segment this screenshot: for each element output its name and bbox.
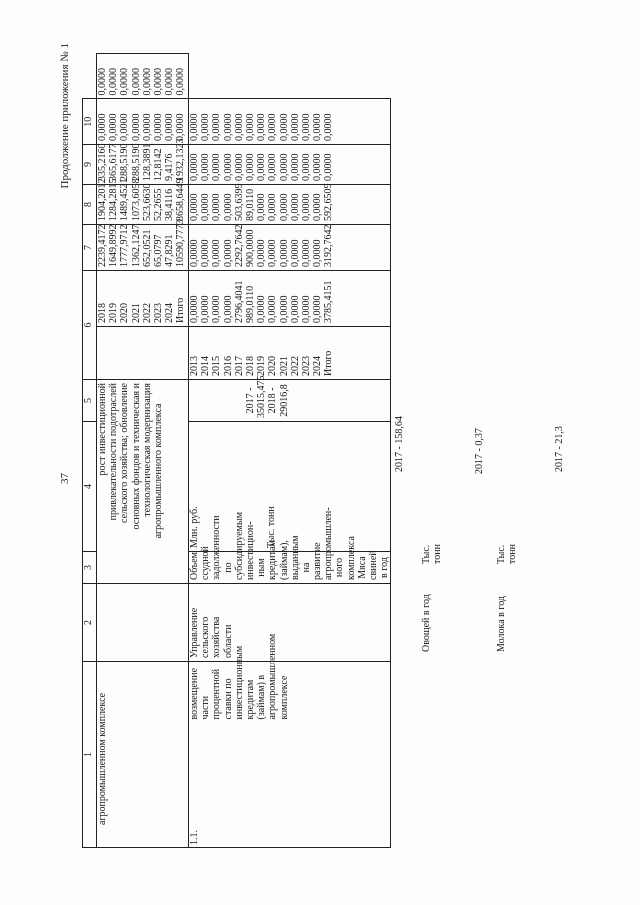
value-cell: 0,0000 [278, 153, 290, 181]
year-cell: 2021 [130, 303, 142, 323]
year-cell: 2020 [267, 356, 279, 376]
value-cell: 0,0000 [278, 113, 290, 141]
value-cell: 0,0000 [256, 193, 268, 221]
value-cell: 0,0000 [97, 68, 108, 96]
value-cell: 0,0000 [278, 193, 290, 221]
value-cell: 0,0000 [200, 193, 212, 221]
value-cell: 0,0000 [256, 295, 268, 323]
value-cell: 52,2655 [152, 188, 164, 221]
value-column-9 [97, 99, 189, 145]
value-cell: 0,0000 [211, 113, 223, 141]
year-cell: 2020 [119, 303, 131, 323]
value-cell: 0,0000 [323, 153, 335, 181]
year-cell: 2022 [289, 356, 301, 376]
value-cell: 0,0000 [300, 295, 312, 323]
target-values [189, 375, 391, 422]
year-cell: 2023 [152, 303, 164, 323]
column-number: 8 [83, 185, 97, 225]
continuation-label: Продолжение приложения № 1 [59, 43, 71, 189]
year-cell: 2016 [222, 356, 234, 376]
unit-text: Млн. руб. [189, 506, 200, 548]
year-cell: 2019 [256, 356, 268, 376]
value-cell: 0,0000 [300, 239, 312, 267]
value-cell: 0,0000 [256, 113, 268, 141]
year-cell: 2018 [97, 303, 108, 323]
value-cell: 0,0000 [211, 239, 223, 267]
value-cell: 0,0000 [200, 239, 212, 267]
value-cell: 0,0000 [256, 153, 268, 181]
value-cell: 288,5190 [130, 143, 142, 181]
value-cell: 0,0000 [189, 193, 200, 221]
program-table [82, 53, 391, 848]
value-cell: 0,0000 [300, 193, 312, 221]
value-cell: 0,0000 [312, 295, 324, 323]
value-cell: 0,0000 [164, 113, 176, 141]
column-number: 1 [83, 662, 97, 848]
value-cell: 0,0000 [119, 113, 131, 141]
value-cell: 0,0000 [278, 295, 290, 323]
value-cell: 0,0000 [267, 113, 279, 141]
page-number: 37 [59, 473, 71, 484]
value-cell: 0,0000 [233, 113, 245, 141]
extra-indicator-milk: Молока в год [496, 595, 507, 652]
value-cell: 0,0000 [108, 113, 120, 141]
value-cell: 0,0000 [189, 153, 200, 181]
row-number [189, 720, 391, 848]
column-number: 4 [83, 422, 97, 552]
column-number: 2 [83, 584, 97, 662]
value-cell: 0,0000 [189, 113, 200, 141]
year-cell: 2024 [312, 356, 324, 376]
value-cell: 0,0000 [141, 113, 153, 141]
value-cell: 1932,1323 [175, 138, 187, 181]
value-cell: 0,0000 [289, 295, 301, 323]
value-cell: 3785,4151 [323, 280, 335, 323]
value-cell: 0,0000 [312, 193, 324, 221]
value-cell: 0,0000 [244, 153, 256, 181]
extra-indicator: Мяса свиней в год [356, 550, 391, 580]
year-cell: 2021 [278, 356, 290, 376]
value-cell: 0,0000 [175, 68, 187, 96]
value-cell: 0,0000 [164, 68, 176, 96]
extra-target-meat: 2017 - 158,64 [394, 416, 405, 472]
value-cell: 0,0000 [152, 68, 164, 96]
target-text: 2017 - 35015,475 2018 - 29016,8 [245, 375, 290, 418]
row-1-1 [189, 54, 391, 848]
value-cell: 0,0000 [189, 295, 200, 323]
extra-target-milk: 2017 - 21,3 [554, 426, 565, 472]
value-cell: 47,8291 [164, 234, 176, 267]
value-cell: 2796,4041 [233, 280, 245, 323]
value-column-6 [97, 219, 189, 271]
value-column-10 [97, 54, 189, 100]
year-cell: 2017 [233, 356, 245, 376]
executor: Управление сельского хозяйства области [189, 584, 391, 662]
column-number-row [83, 54, 97, 848]
year-column [189, 327, 391, 380]
value-cell: 0,0000 [222, 295, 234, 323]
value-cell: 0,0000 [244, 113, 256, 141]
value-cell: 0,0000 [323, 113, 335, 141]
value-cell: 0,0000 [130, 113, 142, 141]
value-cell: 38,4116 [164, 188, 176, 221]
continued-result: рост инвестиционной привлекательности подотраслей сельского хозяйства; обновление основных фондов и техническая и технологическая модернизация агропромышленного комплекса [97, 380, 189, 584]
value-cell: 0,0000 [119, 68, 131, 96]
value-cell: 0,0000 [312, 239, 324, 267]
value-cell: 989,0110 [244, 285, 256, 323]
value-cell: 0,0000 [211, 153, 223, 181]
extra-unit-milk: Тыс. тонн [496, 544, 519, 564]
value-cell: 128,3891 [141, 143, 153, 181]
value-cell: 2239,4172 [97, 224, 108, 267]
year-cell: 2013 [189, 356, 200, 376]
value-cell: 365,6177 [108, 143, 120, 181]
column-number: 9 [83, 145, 97, 185]
value-cell: 0,0000 [200, 295, 212, 323]
value-cell: 0,0000 [222, 193, 234, 221]
continued-row [97, 54, 189, 848]
value-cell: 0,0000 [130, 68, 142, 96]
value-cell: 65,0797 [152, 234, 164, 267]
measure-name: возмещение части процентной ставки по инвестиционным кредитам (займам) в агропромышленном комплексе [189, 662, 391, 720]
value-cell: 0,0000 [300, 153, 312, 181]
value-cell: 0,0000 [300, 113, 312, 141]
value-cell: 0,0000 [222, 113, 234, 141]
value-cell: 288,5190 [119, 143, 131, 181]
value-cell: 1777,9712 [119, 224, 131, 267]
value-cell: 335,2160 [97, 143, 108, 181]
value-cell: 0,0000 [152, 113, 164, 141]
value-cell: 0,0000 [175, 113, 187, 141]
value-cell: 3192,7642 [323, 224, 335, 267]
value-cell: 0,0000 [211, 193, 223, 221]
value-cell: 0,0000 [189, 239, 200, 267]
column-number: 3 [83, 552, 97, 584]
value-column-7 [189, 225, 391, 271]
column-number: 10 [83, 99, 97, 145]
value-cell: 1362,1247 [130, 224, 142, 267]
value-cell: 12,8142 [152, 148, 164, 181]
value-cell: 0,0000 [312, 113, 324, 141]
value-cell: 0,0000 [233, 153, 245, 181]
value-cell: 0,0000 [312, 153, 324, 181]
indicator-text: Объем ссудной задолженности по субсидируемым инвестицион-ным кредитам (займам), выданным на развитие агропромышлен-ного комплекса [189, 507, 357, 580]
year-cell: 2019 [108, 303, 120, 323]
value-column-8 [189, 185, 391, 225]
row-number-text: 1.1. [189, 830, 200, 845]
value-cell: 0,0000 [200, 153, 212, 181]
value-cell: 0,0000 [200, 113, 212, 141]
continued-name: агропромышленном комплексе [97, 662, 189, 848]
year-cell: 2024 [164, 303, 176, 323]
value-cell: 0,0000 [289, 239, 301, 267]
value-cell: 0,0000 [97, 113, 108, 141]
column-number: 6 [83, 271, 97, 380]
value-cell: 0,0000 [278, 239, 290, 267]
year-cell: Итого [175, 297, 187, 323]
value-cell: 0,0000 [222, 239, 234, 267]
rotated-sheet [56, 37, 601, 852]
value-cell: 0,0000 [267, 239, 279, 267]
value-cell: 1284,2815 [108, 178, 120, 221]
year-cell: 2022 [141, 303, 153, 323]
value-cell: 900,0000 [244, 229, 256, 267]
extra-target-vegetables: 2017 - 0,37 [474, 428, 485, 474]
year-cell: 2018 [244, 356, 256, 376]
value-cell: 0,0000 [267, 193, 279, 221]
value-cell: 523,6630 [141, 183, 153, 221]
value-cell: 89,0110 [244, 188, 256, 221]
value-column-9 [189, 145, 391, 185]
column-number: 7 [83, 225, 97, 271]
value-cell: 0,0000 [267, 153, 279, 181]
value-cell: 0,0000 [267, 295, 279, 323]
value-cell: 652,0521 [141, 229, 153, 267]
value-cell: 0,0000 [108, 68, 120, 96]
column-number: 5 [83, 380, 97, 422]
value-cell: 1489,4521 [119, 178, 131, 221]
extra-indicator-vegetables: Овощей в год [421, 594, 432, 652]
value-column-10 [189, 99, 391, 145]
value-cell: 2292,7642 [233, 224, 245, 267]
value-cell: 10590,7773 [175, 219, 187, 267]
value-cell: 0,0000 [289, 193, 301, 221]
year-column [97, 271, 189, 327]
extra-unit-vegetables: Тыс. тонн [421, 544, 444, 564]
value-cell: 0,0000 [289, 113, 301, 141]
year-cell: 2015 [211, 356, 223, 376]
value-column-7 [97, 178, 189, 225]
value-cell: 8658,6449 [175, 178, 187, 221]
value-cell: 0,0000 [289, 153, 301, 181]
value-cell: 0,0000 [256, 239, 268, 267]
value-column-8 [97, 138, 189, 185]
extra-unit: Тыс. тонн [266, 506, 278, 548]
value-cell: 503,6399 [233, 183, 245, 221]
value-cell: 592,6509 [323, 183, 335, 221]
value-cell: 9,4176 [164, 153, 176, 181]
value-cell: 1073,6058 [130, 178, 142, 221]
year-cell: 2023 [300, 356, 312, 376]
value-cell: 0,0000 [222, 153, 234, 181]
year-cell: Итого [323, 350, 335, 376]
value-column-6 [189, 271, 391, 327]
value-cell: 0,0000 [211, 295, 223, 323]
value-cell: 1649,8992 [108, 224, 120, 267]
year-cell: 2014 [200, 356, 212, 376]
value-cell: 0,0000 [141, 68, 153, 96]
value-cell: 1904,2012 [97, 178, 108, 221]
